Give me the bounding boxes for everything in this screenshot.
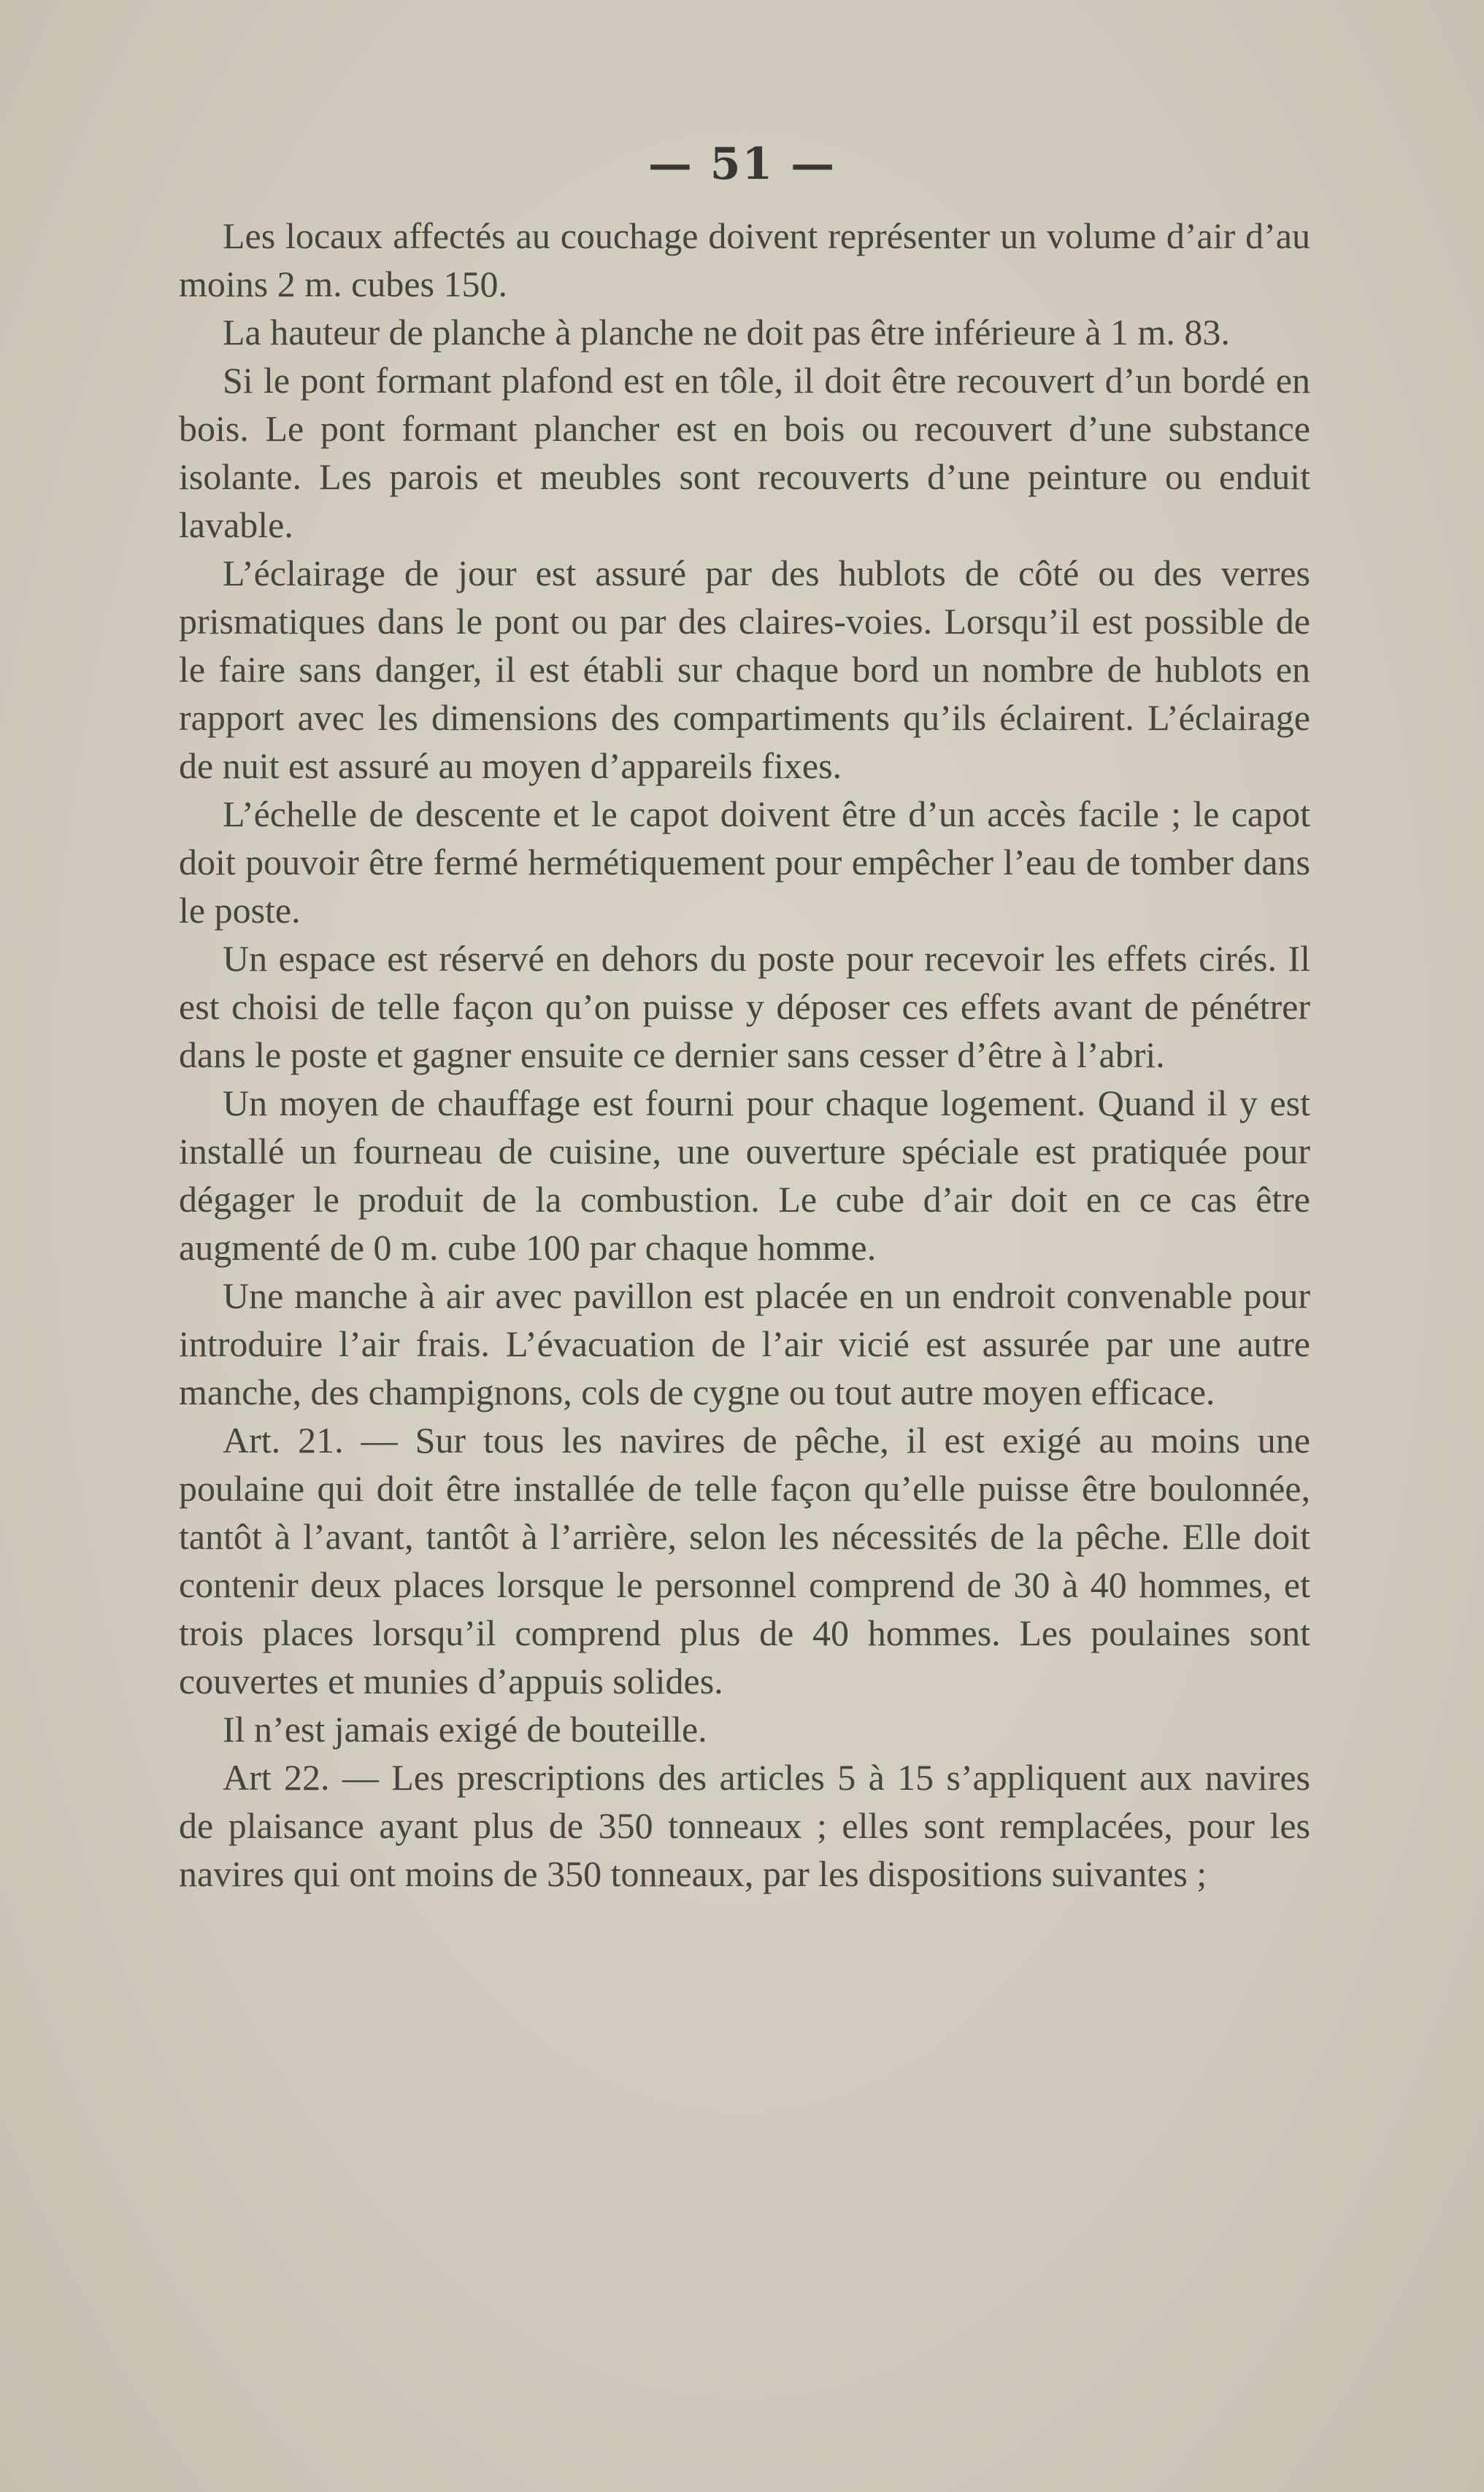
paragraph-article-22: Art 22. — Les prescriptions des articles 5 à 15 s’appliquent aux navires de plaisance ayant plus de 350 tonneaux ; elles sont remplacées, pour les navires qui ont moins de 350 tonneaux, par les dispositions suivantes ; bbox=[179, 1757, 1310, 1894]
paragraph-chauffage: Un moyen de chauffage est fourni pour chaque logement. Quand il y est installé un fourneau de cuisine, une ouverture spéciale est pratiquée pour dégager le produit de la combustion. Le cube d’air doit en ce cas être augmenté de 0 m. cube 100 par chaque homme. bbox=[179, 1082, 1310, 1268]
paragraph-espace: Un espace est réservé en dehors du poste pour recevoir les effets cirés. Il est choisi de telle façon qu’on puisse y déposer ces effets avant de pénétrer dans le poste et gagner ensuite ce dernier sans cesser d’être à l’abri. bbox=[179, 938, 1310, 1075]
paragraph-pont: Si le pont formant plafond est en tôle, il doit être recouvert d’un bordé en bois. Le pont formant plancher est en bois ou recouvert d’une substance isolante. Les parois et meubles sont recouverts d’une peinture ou enduit lavable. bbox=[179, 360, 1310, 545]
body-text bbox=[179, 212, 1310, 1898]
paragraph-manche-a-air: Une manche à air avec pavillon est placée en un endroit convenable pour introduire l’air frais. L’évacuation de l’air vicié est assurée par une autre manche, des champignons, cols de cygne ou tout autre moyen efficace. bbox=[179, 1275, 1310, 1412]
page-number: — 51 — bbox=[647, 139, 837, 190]
paragraph-article-21: Art. 21. — Sur tous les navires de pêche, il est exigé au moins une poulaine qui doit être installée de telle façon qu’elle puisse être boulonnée, tantôt à l’avant, tantôt à l’arrière, selon les nécessités de la pêche. Elle doit contenir deux places lorsque le personnel comprend de 30 à 40 hommes, et trois places lorsqu’il comprend plus de 40 hommes. Les poulaines sont couvertes et munies d’appuis solides. bbox=[179, 1420, 1310, 1701]
paragraph-bouteille: Il n’est jamais exigé de bouteille. bbox=[223, 1709, 707, 1750]
paragraph-eclairage: L’éclairage de jour est assuré par des hublots de côté ou des verres prismatiques dans le pont ou par des claires-voies. Lorsqu’il est possible de le faire sans danger, il est établi sur chaque bord un nombre de hublots en rapport avec les dimensions des compartiments qu’ils éclairent. L’éclairage de nuit est assuré au moyen d’appareils fixes. bbox=[179, 553, 1310, 786]
paragraph-echelle: L’échelle de descente et le capot doivent être d’un accès facile ; le capot doit pouvoir être fermé hermétiquement pour empêcher l’eau de tomber dans le poste. bbox=[179, 793, 1310, 931]
paragraph-hauteur: La hauteur de planche à planche ne doit pas être inférieure à 1 m. 83. bbox=[223, 312, 1230, 353]
paragraph-locaux: Les locaux affectés au couchage doivent représenter un volume d’air d’au moins 2 m. cubes 150. bbox=[179, 215, 1310, 304]
